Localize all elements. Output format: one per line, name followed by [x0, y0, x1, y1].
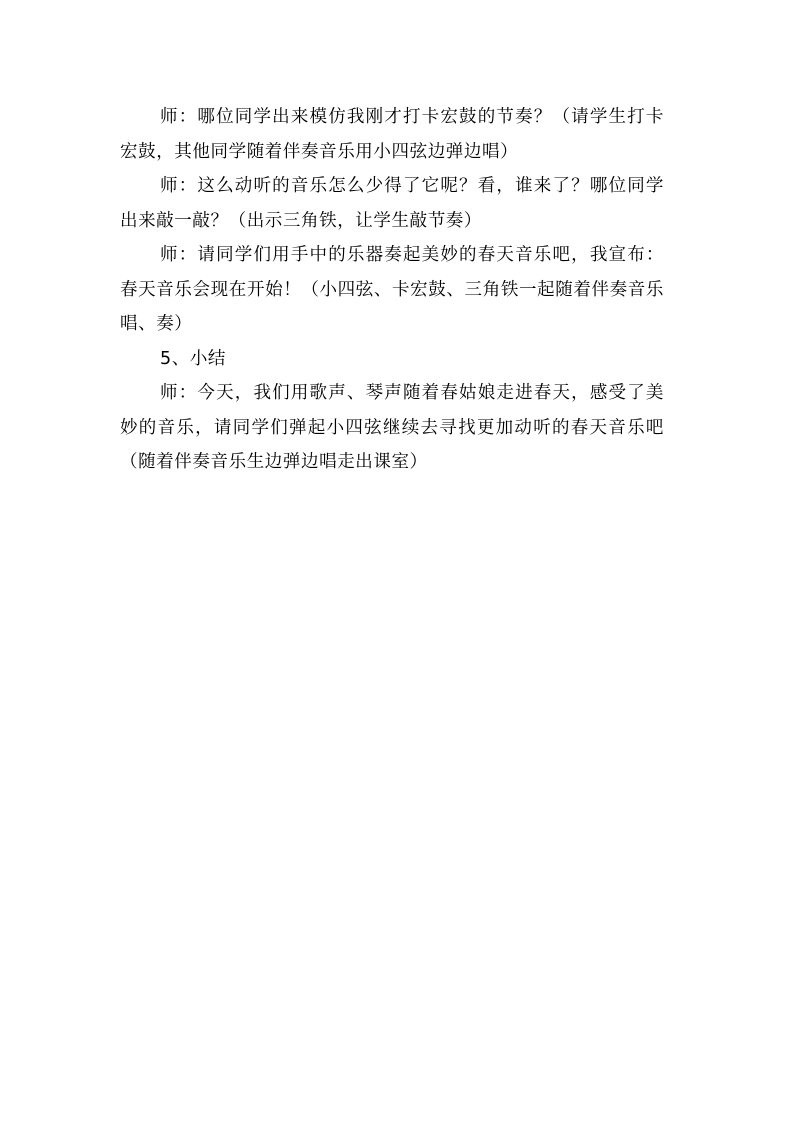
paragraph-cajon-rhythm: 师：哪位同学出来模仿我刚才打卡宏鼓的节奏？（请学生打卡宏鼓，其他同学随着伴奏音乐用小四弦边弹边唱）: [120, 107, 664, 162]
paragraph-spring-concert: 师：请同学们用手中的乐器奏起美妙的春天音乐吧，我宣布：春天音乐会现在开始！（小四弦、卡宏鼓、三角铁一起随着伴奏音乐唱、奏）: [120, 245, 664, 334]
paragraph-triangle: 师：这么动听的音乐怎么少得了它呢？看，谁来了？哪位同学出来敲一敲？（出示三角铁，让学生敲节奏）: [120, 176, 664, 231]
paragraph-summary: 师：今天，我们用歌声、琴声随着春姑娘走进春天，感受了美妙的音乐，请同学们弹起小四弦继续去寻找更加动听的春天音乐吧（随着伴奏音乐生边弹边唱走出课室）: [120, 383, 664, 472]
document-body: [120, 100, 664, 480]
section-heading-summary: 5、小结: [160, 348, 227, 369]
